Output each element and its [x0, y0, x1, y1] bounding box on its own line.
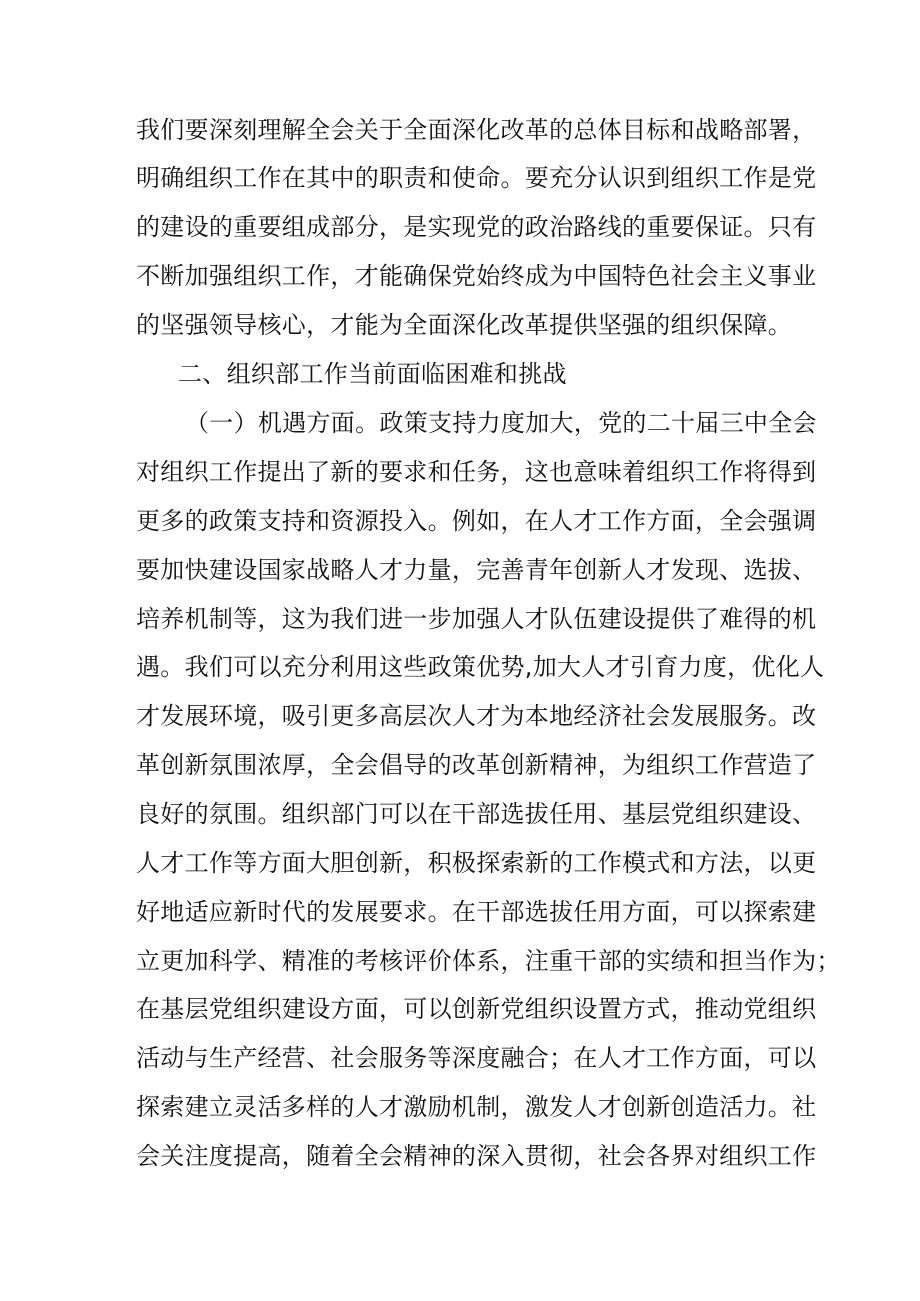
paragraph-line: 对组织工作提出了新的要求和任务，这也意味着组织工作将得到 [136, 458, 817, 486]
paragraph-line: 人才工作等方面大胆创新，积极探索新的工作模式和方法，以更 [136, 849, 817, 877]
paragraph-line: 的坚强领导核心，才能为全面深化改革提供坚强的组织保障。 [136, 311, 793, 339]
paragraph-line: 明确组织工作在其中的职责和使命。要充分认识到组织工作是党 [136, 164, 817, 192]
paragraph-line: 遇。我们可以充分利用这些政策优势,加大人才引育力度，优化人 [136, 653, 825, 681]
paragraph-line: 好地适应新时代的发展要求。在干部选拔任用方面，可以探索建 [136, 898, 817, 926]
paragraph-line: 的建设的重要组成部分，是实现党的政治路线的重要保证。只有 [136, 213, 817, 241]
paragraph-line: 我们要深刻理解全会关于全面深化改革的总体目标和战略部署， [136, 116, 817, 144]
paragraph-line: 活动与生产经营、社会服务等深度融合；在人才工作方面，可以 [136, 1044, 817, 1072]
paragraph-line: 立更加科学、精准的考核评价体系，注重干部的实绩和担当作为； [136, 947, 841, 975]
paragraph-line: 革创新氛围浓厚，全会倡导的改革创新精神，为组织工作营造了 [136, 751, 817, 779]
paragraph-line: 更多的政策支持和资源投入。例如，在人才工作方面，全会强调 [136, 507, 817, 535]
paragraph-line: 探索建立灵活多样的人才激励机制，激发人才创新创造活力。社 [136, 1093, 817, 1121]
paragraph-line: 良好的氛围。组织部门可以在干部选拔任用、基层党组织建设、 [136, 800, 817, 828]
paragraph-line: 培养机制等，这为我们进一步加强人才队伍建设提供了难得的机 [136, 605, 817, 633]
paragraph-line: 在基层党组织建设方面，可以创新党组织设置方式，推动党组织 [136, 995, 817, 1023]
paragraph-line: 要加快建设国家战略人才力量，完善青年创新人才发现、选拔、 [136, 556, 817, 584]
section-heading: 二、组织部工作当前面临困难和挑战 [178, 360, 567, 388]
paragraph-line: （一）机遇方面。政策支持力度加大，党的二十届三中全会 [185, 409, 817, 437]
paragraph-line: 会关注度提高，随着全会精神的深入贯彻，社会各界对组织工作 [136, 1142, 817, 1170]
paragraph-line: 才发展环境，吸引更多高层次人才为本地经济社会发展服务。改 [136, 702, 817, 730]
paragraph-line: 不断加强组织工作，才能确保党始终成为中国特色社会主义事业 [136, 262, 817, 290]
